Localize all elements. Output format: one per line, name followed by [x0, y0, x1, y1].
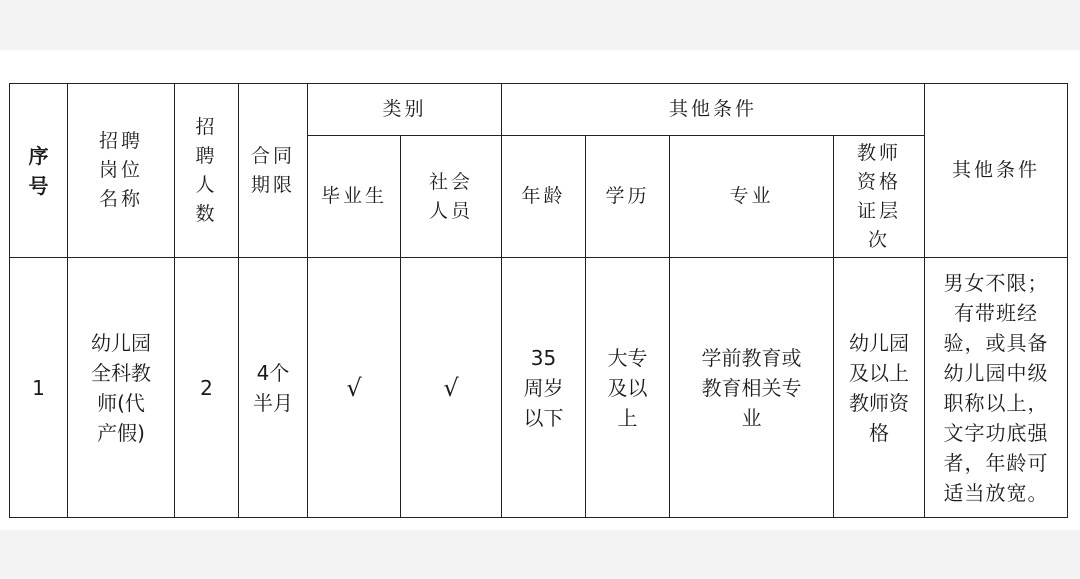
header-category: 类别 — [308, 84, 502, 136]
header-post: 招聘岗位名称 — [68, 84, 175, 258]
cell-post: 幼儿园全科教师(代产假) — [68, 258, 175, 518]
header-graduate: 毕业生 — [308, 136, 401, 258]
cell-age: 35周岁以下 — [502, 258, 586, 518]
cell-seq: 1 — [10, 258, 68, 518]
header-other-group: 其他条件 — [502, 84, 925, 136]
header-certificate: 教师资格证层次 — [834, 136, 925, 258]
cell-contract: 4个半月 — [239, 258, 308, 518]
cell-other: 男女不限；有带班经验，或具备幼儿园中级职称以上，文字功底强者，年龄可适当放宽。 — [925, 258, 1068, 518]
recruitment-table — [9, 83, 1068, 518]
header-count: 招聘人数 — [175, 84, 239, 258]
cell-major: 学前教育或教育相关专业 — [670, 258, 834, 518]
header-major: 专业 — [670, 136, 834, 258]
cell-social-check: √ — [401, 258, 502, 518]
cell-graduate-check: √ — [308, 258, 401, 518]
header-other: 其他条件 — [925, 84, 1068, 258]
header-row-1 — [10, 84, 1068, 136]
table-row — [10, 258, 1068, 518]
header-education: 学历 — [586, 136, 670, 258]
header-contract: 合同期限 — [239, 84, 308, 258]
header-age: 年龄 — [502, 136, 586, 258]
cell-education: 大专及以上 — [586, 258, 670, 518]
cell-count: 2 — [175, 258, 239, 518]
cell-certificate: 幼儿园及以上教师资格 — [834, 258, 925, 518]
header-seq: 序号 — [10, 84, 68, 258]
top-margin-band — [0, 0, 1080, 50]
bottom-margin-band — [0, 530, 1080, 579]
header-social: 社会人员 — [401, 136, 502, 258]
